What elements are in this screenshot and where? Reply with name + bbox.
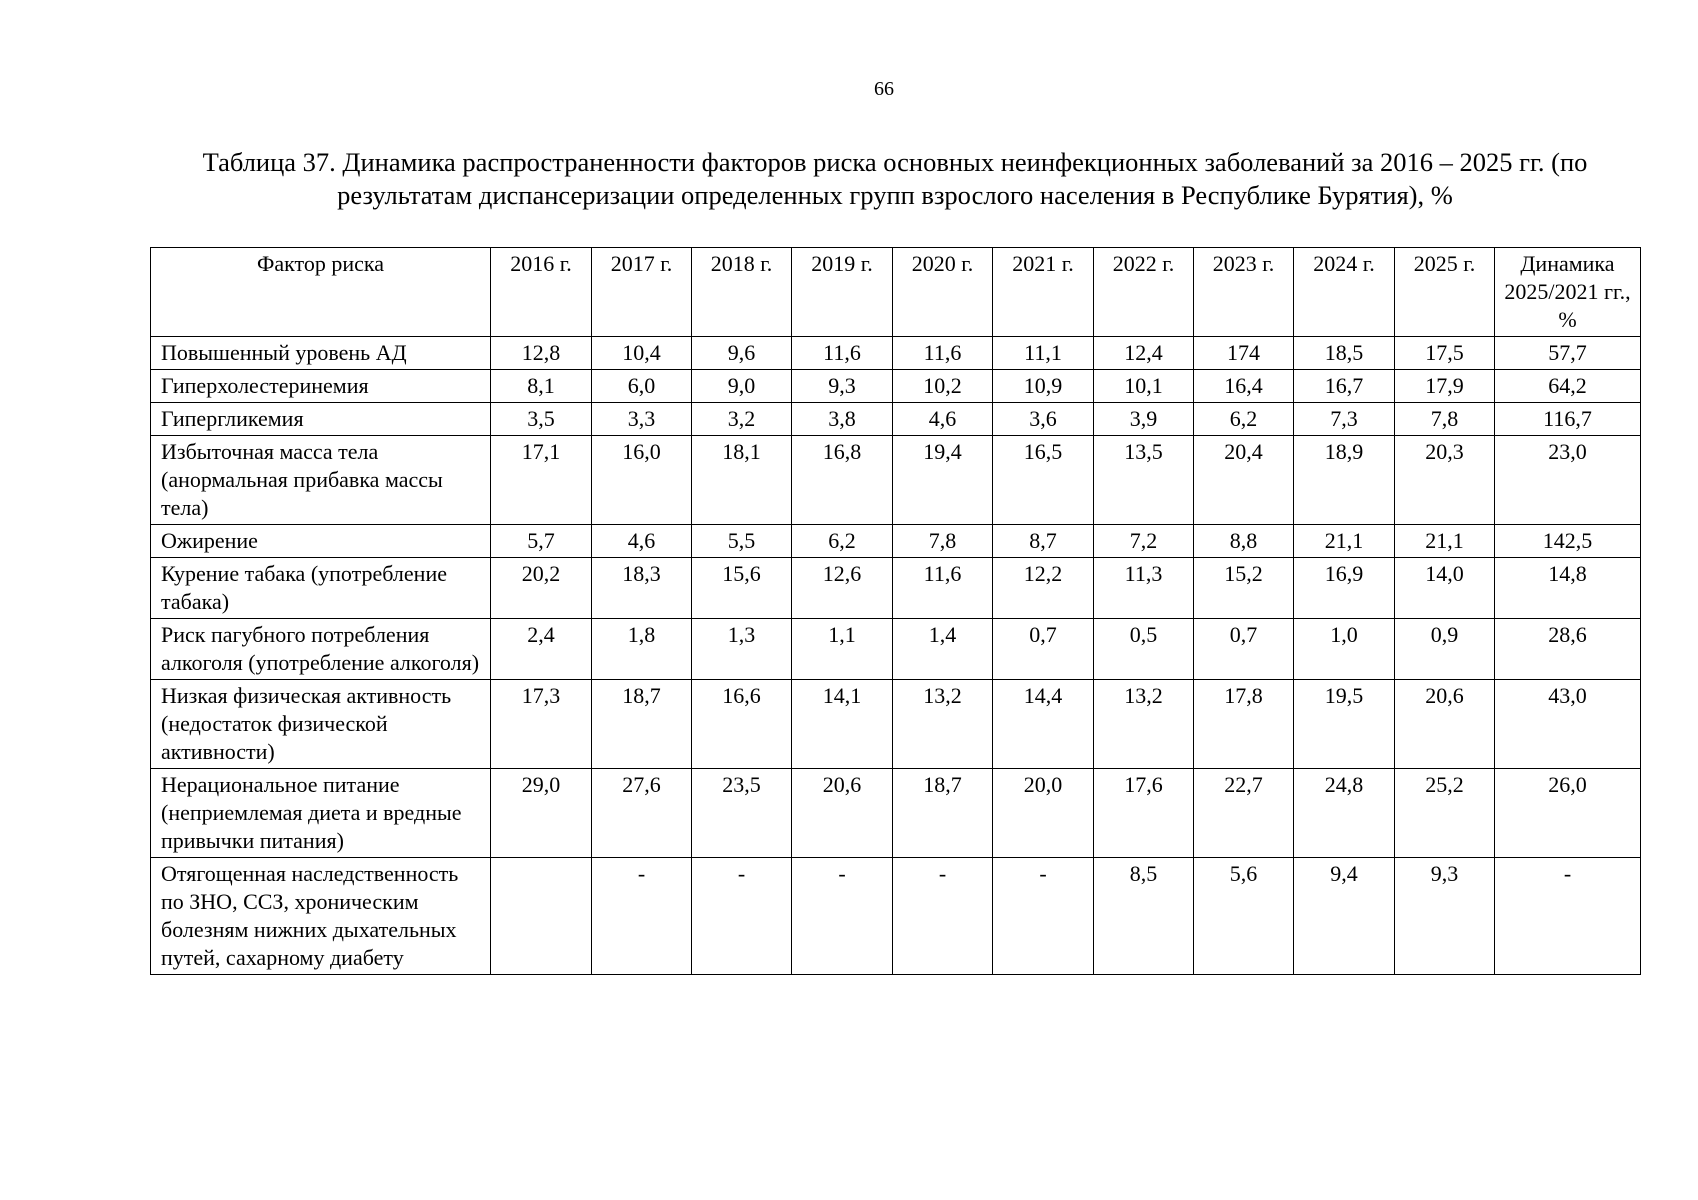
risk-factors-table: [150, 247, 1641, 975]
header-year: 2018 г.: [692, 248, 792, 337]
value-cell: 8,8: [1194, 525, 1294, 558]
value-cell: 16,8: [792, 436, 893, 525]
value-cell: 3,6: [993, 403, 1094, 436]
value-cell: 10,1: [1094, 370, 1194, 403]
value-cell: 116,7: [1495, 403, 1641, 436]
factor-cell: Отягощенная наследственность по ЗНО, ССЗ, хроническим болезням нижних дыхательных путей, сахарному диабету: [151, 858, 491, 975]
value-cell: 8,5: [1094, 858, 1194, 975]
table-header-row: [151, 248, 1641, 337]
value-cell: -: [592, 858, 692, 975]
header-year: 2022 г.: [1094, 248, 1194, 337]
factor-cell: Гиперхолестеринемия: [151, 370, 491, 403]
value-cell: -: [1495, 858, 1641, 975]
value-cell: 142,5: [1495, 525, 1641, 558]
factor-cell: Нерациональное питание (неприемлемая диета и вредные привычки питания): [151, 769, 491, 858]
value-cell: 21,1: [1395, 525, 1495, 558]
value-cell: 20,6: [1395, 680, 1495, 769]
value-cell: 10,2: [893, 370, 993, 403]
value-cell: 8,7: [993, 525, 1094, 558]
value-cell: 14,4: [993, 680, 1094, 769]
value-cell: 20,6: [792, 769, 893, 858]
value-cell: 6,2: [1194, 403, 1294, 436]
value-cell: 1,1: [792, 619, 893, 680]
value-cell: -: [692, 858, 792, 975]
value-cell: 3,8: [792, 403, 893, 436]
value-cell: 17,8: [1194, 680, 1294, 769]
value-cell: 9,0: [692, 370, 792, 403]
value-cell: 1,3: [692, 619, 792, 680]
table-row: [151, 436, 1641, 525]
value-cell: 0,5: [1094, 619, 1194, 680]
value-cell: 25,2: [1395, 769, 1495, 858]
value-cell: 16,0: [592, 436, 692, 525]
table-row: [151, 680, 1641, 769]
value-cell: 174: [1194, 337, 1294, 370]
table-row: [151, 858, 1641, 975]
value-cell: 28,6: [1495, 619, 1641, 680]
value-cell: 18,9: [1294, 436, 1395, 525]
table-row: [151, 769, 1641, 858]
factor-cell: Низкая физическая активность (недостаток физической активности): [151, 680, 491, 769]
value-cell: 18,7: [592, 680, 692, 769]
table-row: [151, 558, 1641, 619]
value-cell: 11,3: [1094, 558, 1194, 619]
value-cell: 8,1: [491, 370, 592, 403]
value-cell: 15,2: [1194, 558, 1294, 619]
value-cell: 17,6: [1094, 769, 1194, 858]
header-year: 2024 г.: [1294, 248, 1395, 337]
value-cell: 15,6: [692, 558, 792, 619]
value-cell: [491, 858, 592, 975]
value-cell: 16,7: [1294, 370, 1395, 403]
factor-cell: Ожирение: [151, 525, 491, 558]
header-year: 2017 г.: [592, 248, 692, 337]
factor-cell: Риск пагубного потребления алкоголя (употребление алкоголя): [151, 619, 491, 680]
value-cell: 19,5: [1294, 680, 1395, 769]
value-cell: 1,0: [1294, 619, 1395, 680]
table-caption: Таблица 37. Динамика распространенности факторов риска основных неинфекционных заболеваний за 2016 – 2025 гг. (по результатам диспансеризации определенных групп взрослого населения в Республике Бурятия), %: [202, 147, 1588, 210]
table-row: [151, 337, 1641, 370]
value-cell: -: [993, 858, 1094, 975]
value-cell: 5,5: [692, 525, 792, 558]
value-cell: 23,5: [692, 769, 792, 858]
value-cell: 64,2: [1495, 370, 1641, 403]
value-cell: 5,6: [1194, 858, 1294, 975]
value-cell: -: [893, 858, 993, 975]
value-cell: 16,4: [1194, 370, 1294, 403]
value-cell: 17,3: [491, 680, 592, 769]
value-cell: 9,3: [792, 370, 893, 403]
value-cell: 12,6: [792, 558, 893, 619]
value-cell: 26,0: [1495, 769, 1641, 858]
value-cell: 11,6: [792, 337, 893, 370]
header-year: 2020 г.: [893, 248, 993, 337]
value-cell: 20,4: [1194, 436, 1294, 525]
value-cell: 14,0: [1395, 558, 1495, 619]
value-cell: 11,6: [893, 558, 993, 619]
value-cell: 24,8: [1294, 769, 1395, 858]
value-cell: 0,9: [1395, 619, 1495, 680]
value-cell: 9,6: [692, 337, 792, 370]
value-cell: 20,0: [993, 769, 1094, 858]
table-row: [151, 403, 1641, 436]
header-year: 2025 г.: [1395, 248, 1495, 337]
value-cell: 18,7: [893, 769, 993, 858]
value-cell: 20,3: [1395, 436, 1495, 525]
value-cell: 14,1: [792, 680, 893, 769]
value-cell: 1,4: [893, 619, 993, 680]
table-row: [151, 619, 1641, 680]
header-year: 2019 г.: [792, 248, 893, 337]
value-cell: 16,6: [692, 680, 792, 769]
value-cell: 3,2: [692, 403, 792, 436]
header-dynamics: Динамика 2025/2021 гг., %: [1495, 248, 1641, 337]
value-cell: 16,5: [993, 436, 1094, 525]
value-cell: 3,9: [1094, 403, 1194, 436]
value-cell: 13,2: [1094, 680, 1194, 769]
value-cell: 12,8: [491, 337, 592, 370]
table-body: [151, 337, 1641, 975]
value-cell: 17,9: [1395, 370, 1495, 403]
value-cell: 18,5: [1294, 337, 1395, 370]
value-cell: 7,3: [1294, 403, 1395, 436]
value-cell: 7,8: [1395, 403, 1495, 436]
value-cell: 13,2: [893, 680, 993, 769]
header-year: 2016 г.: [491, 248, 592, 337]
value-cell: 10,4: [592, 337, 692, 370]
table-row: [151, 370, 1641, 403]
value-cell: 27,6: [592, 769, 692, 858]
value-cell: 43,0: [1495, 680, 1641, 769]
header-year: 2023 г.: [1194, 248, 1294, 337]
value-cell: 10,9: [993, 370, 1094, 403]
value-cell: 9,4: [1294, 858, 1395, 975]
value-cell: 29,0: [491, 769, 592, 858]
value-cell: 21,1: [1294, 525, 1395, 558]
value-cell: 11,6: [893, 337, 993, 370]
page-number: 66: [874, 78, 894, 100]
value-cell: 3,3: [592, 403, 692, 436]
value-cell: -: [792, 858, 893, 975]
value-cell: 57,7: [1495, 337, 1641, 370]
value-cell: 18,3: [592, 558, 692, 619]
value-cell: 23,0: [1495, 436, 1641, 525]
value-cell: 6,2: [792, 525, 893, 558]
table-row: [151, 525, 1641, 558]
value-cell: 7,8: [893, 525, 993, 558]
value-cell: 19,4: [893, 436, 993, 525]
value-cell: 18,1: [692, 436, 792, 525]
value-cell: 9,3: [1395, 858, 1495, 975]
value-cell: 12,4: [1094, 337, 1194, 370]
value-cell: 20,2: [491, 558, 592, 619]
value-cell: 0,7: [1194, 619, 1294, 680]
factor-cell: Повышенный уровень АД: [151, 337, 491, 370]
value-cell: 1,8: [592, 619, 692, 680]
header-year: 2021 г.: [993, 248, 1094, 337]
value-cell: 4,6: [893, 403, 993, 436]
factor-cell: Курение табака (употребление табака): [151, 558, 491, 619]
factor-cell: Избыточная масса тела (анормальная прибавка массы тела): [151, 436, 491, 525]
value-cell: 11,1: [993, 337, 1094, 370]
value-cell: 6,0: [592, 370, 692, 403]
value-cell: 2,4: [491, 619, 592, 680]
value-cell: 0,7: [993, 619, 1094, 680]
value-cell: 4,6: [592, 525, 692, 558]
value-cell: 3,5: [491, 403, 592, 436]
value-cell: 22,7: [1194, 769, 1294, 858]
header-factor: Фактор риска: [151, 248, 491, 337]
value-cell: 17,1: [491, 436, 592, 525]
value-cell: 13,5: [1094, 436, 1194, 525]
factor-cell: Гипергликемия: [151, 403, 491, 436]
value-cell: 5,7: [491, 525, 592, 558]
value-cell: 16,9: [1294, 558, 1395, 619]
value-cell: 14,8: [1495, 558, 1641, 619]
value-cell: 17,5: [1395, 337, 1495, 370]
value-cell: 7,2: [1094, 525, 1194, 558]
value-cell: 12,2: [993, 558, 1094, 619]
